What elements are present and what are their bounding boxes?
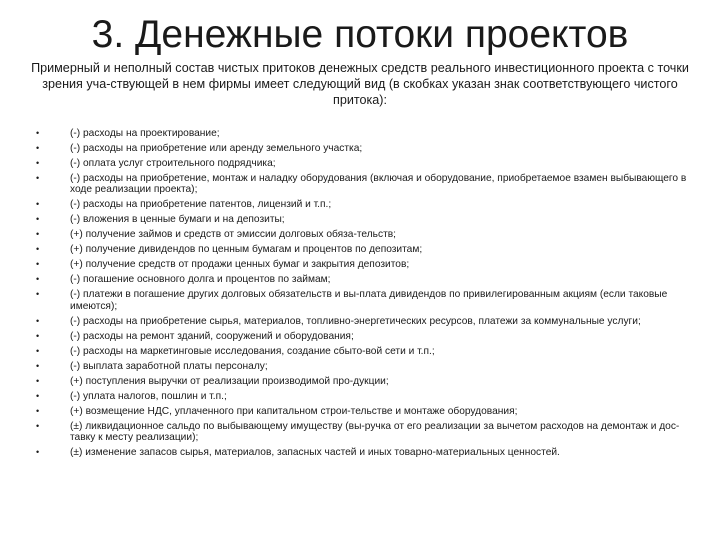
list-item-text: (-) оплата услуг строительного подрядчика;	[70, 158, 276, 169]
list-item-text: (-) уплата налогов, пошлин и т.п.;	[70, 390, 227, 402]
list-item	[36, 259, 700, 270]
bullet-icon: •	[36, 330, 40, 341]
cash-flow-list	[36, 128, 700, 462]
bullet-icon: •	[36, 229, 40, 240]
list-item-text: (-) расходы на приобретение сырья, материалов, топливно-энергетических ресурсов, платежи за коммунальные услуги;	[70, 315, 641, 327]
list-item-text: (-) выплата заработной платы персоналу;	[70, 360, 268, 372]
bullet-icon: •	[36, 244, 40, 255]
list-item-text: (-) погашение основного долга и процентов по займам;	[70, 274, 331, 286]
list-item	[36, 128, 700, 139]
list-item	[36, 158, 700, 169]
list-item-text: (-) платежи в погашение других долговых обязательств и вы-плата дивидендов по привилегированным акциям (если таковые имеются);	[70, 289, 668, 312]
bullet-icon: •	[36, 214, 40, 225]
list-item	[36, 406, 700, 417]
slide-title: 3. Денежные потоки проектов	[91, 13, 629, 56]
bullet-icon: •	[36, 128, 40, 138]
list-item-text: (-) расходы на приобретение или аренду земельного участка;	[70, 143, 363, 154]
bullet-icon: •	[36, 405, 40, 416]
list-item	[36, 214, 700, 225]
list-item	[36, 361, 700, 372]
bullet-icon: •	[36, 274, 40, 285]
list-item	[36, 376, 700, 387]
list-item	[36, 421, 700, 444]
list-item	[36, 316, 700, 327]
bullet-icon: •	[36, 345, 40, 356]
intro-paragraph: Примерный и неполный состав чистых притоков денежных средств реального инвестиционного проекта с точки зрения уча-ствующей в нем фирмы имеет следующий вид (в скобках указан знак соответствующего чистого притока):	[31, 61, 689, 107]
list-item-text: (+) возмещение НДС, уплаченного при капитальном строи-тельстве и монтаже оборудования;	[70, 405, 518, 417]
list-item	[36, 331, 700, 342]
bullet-icon: •	[36, 360, 40, 371]
list-item-text: (+) получение дивидендов по ценным бумагам и процентов по депозитам;	[70, 244, 423, 256]
list-item-text: (-) расходы на проектирование;	[70, 128, 220, 139]
list-item-text: (-) расходы на приобретение, монтаж и наладку оборудования (включая и оборудование, приобретаемое взамен выбывающего в ходе реализации проекта);	[70, 173, 687, 196]
list-item	[36, 274, 700, 285]
list-item-text: (±) изменение запасов сырья, материалов, запасных частей и иных товарно-материальных ценностей.	[70, 447, 560, 459]
list-item-text: (-) расходы на маркетинговые исследования, создание сбыто-вой сети и т.п.;	[70, 345, 435, 357]
bullet-icon: •	[36, 315, 40, 326]
bullet-icon: •	[36, 289, 40, 300]
list-item-text: (+) получение средств от продажи ценных бумаг и закрытия депозитов;	[70, 259, 410, 271]
bullet-icon: •	[36, 199, 40, 210]
bullet-icon: •	[36, 259, 40, 270]
list-item-text: (-) вложения в ценные бумаги и на депозиты;	[70, 214, 285, 226]
list-item	[36, 447, 700, 458]
list-item-text: (-) расходы на ремонт зданий, сооружений и оборудования;	[70, 330, 354, 342]
list-item	[36, 229, 700, 240]
list-item	[36, 391, 700, 402]
list-item-text: (+) получение займов и средств от эмиссии долговых обяза-тельств;	[70, 229, 396, 241]
bullet-icon: •	[36, 173, 40, 183]
list-item	[36, 346, 700, 357]
list-item	[36, 143, 700, 154]
bullet-icon: •	[36, 420, 40, 431]
list-item-text: (±) ликвидационное сальдо по выбывающему имуществу (вы-ручка от его реализации за вычетом расходов на демонтаж и дос-тавку к месту реализации);	[70, 420, 680, 444]
list-item	[36, 244, 700, 255]
bullet-icon: •	[36, 143, 40, 153]
list-item-text: (+) поступления выручки от реализации производимой про-дукции;	[70, 375, 389, 387]
bullet-icon: •	[36, 375, 40, 386]
list-item-text: (-) расходы на приобретение патентов, лицензий и т.п.;	[70, 199, 332, 211]
bullet-icon: •	[36, 158, 40, 168]
list-item	[36, 173, 700, 196]
list-item	[36, 199, 700, 210]
bullet-icon: •	[36, 390, 40, 401]
list-item	[36, 289, 700, 312]
bullet-icon: •	[36, 447, 40, 458]
